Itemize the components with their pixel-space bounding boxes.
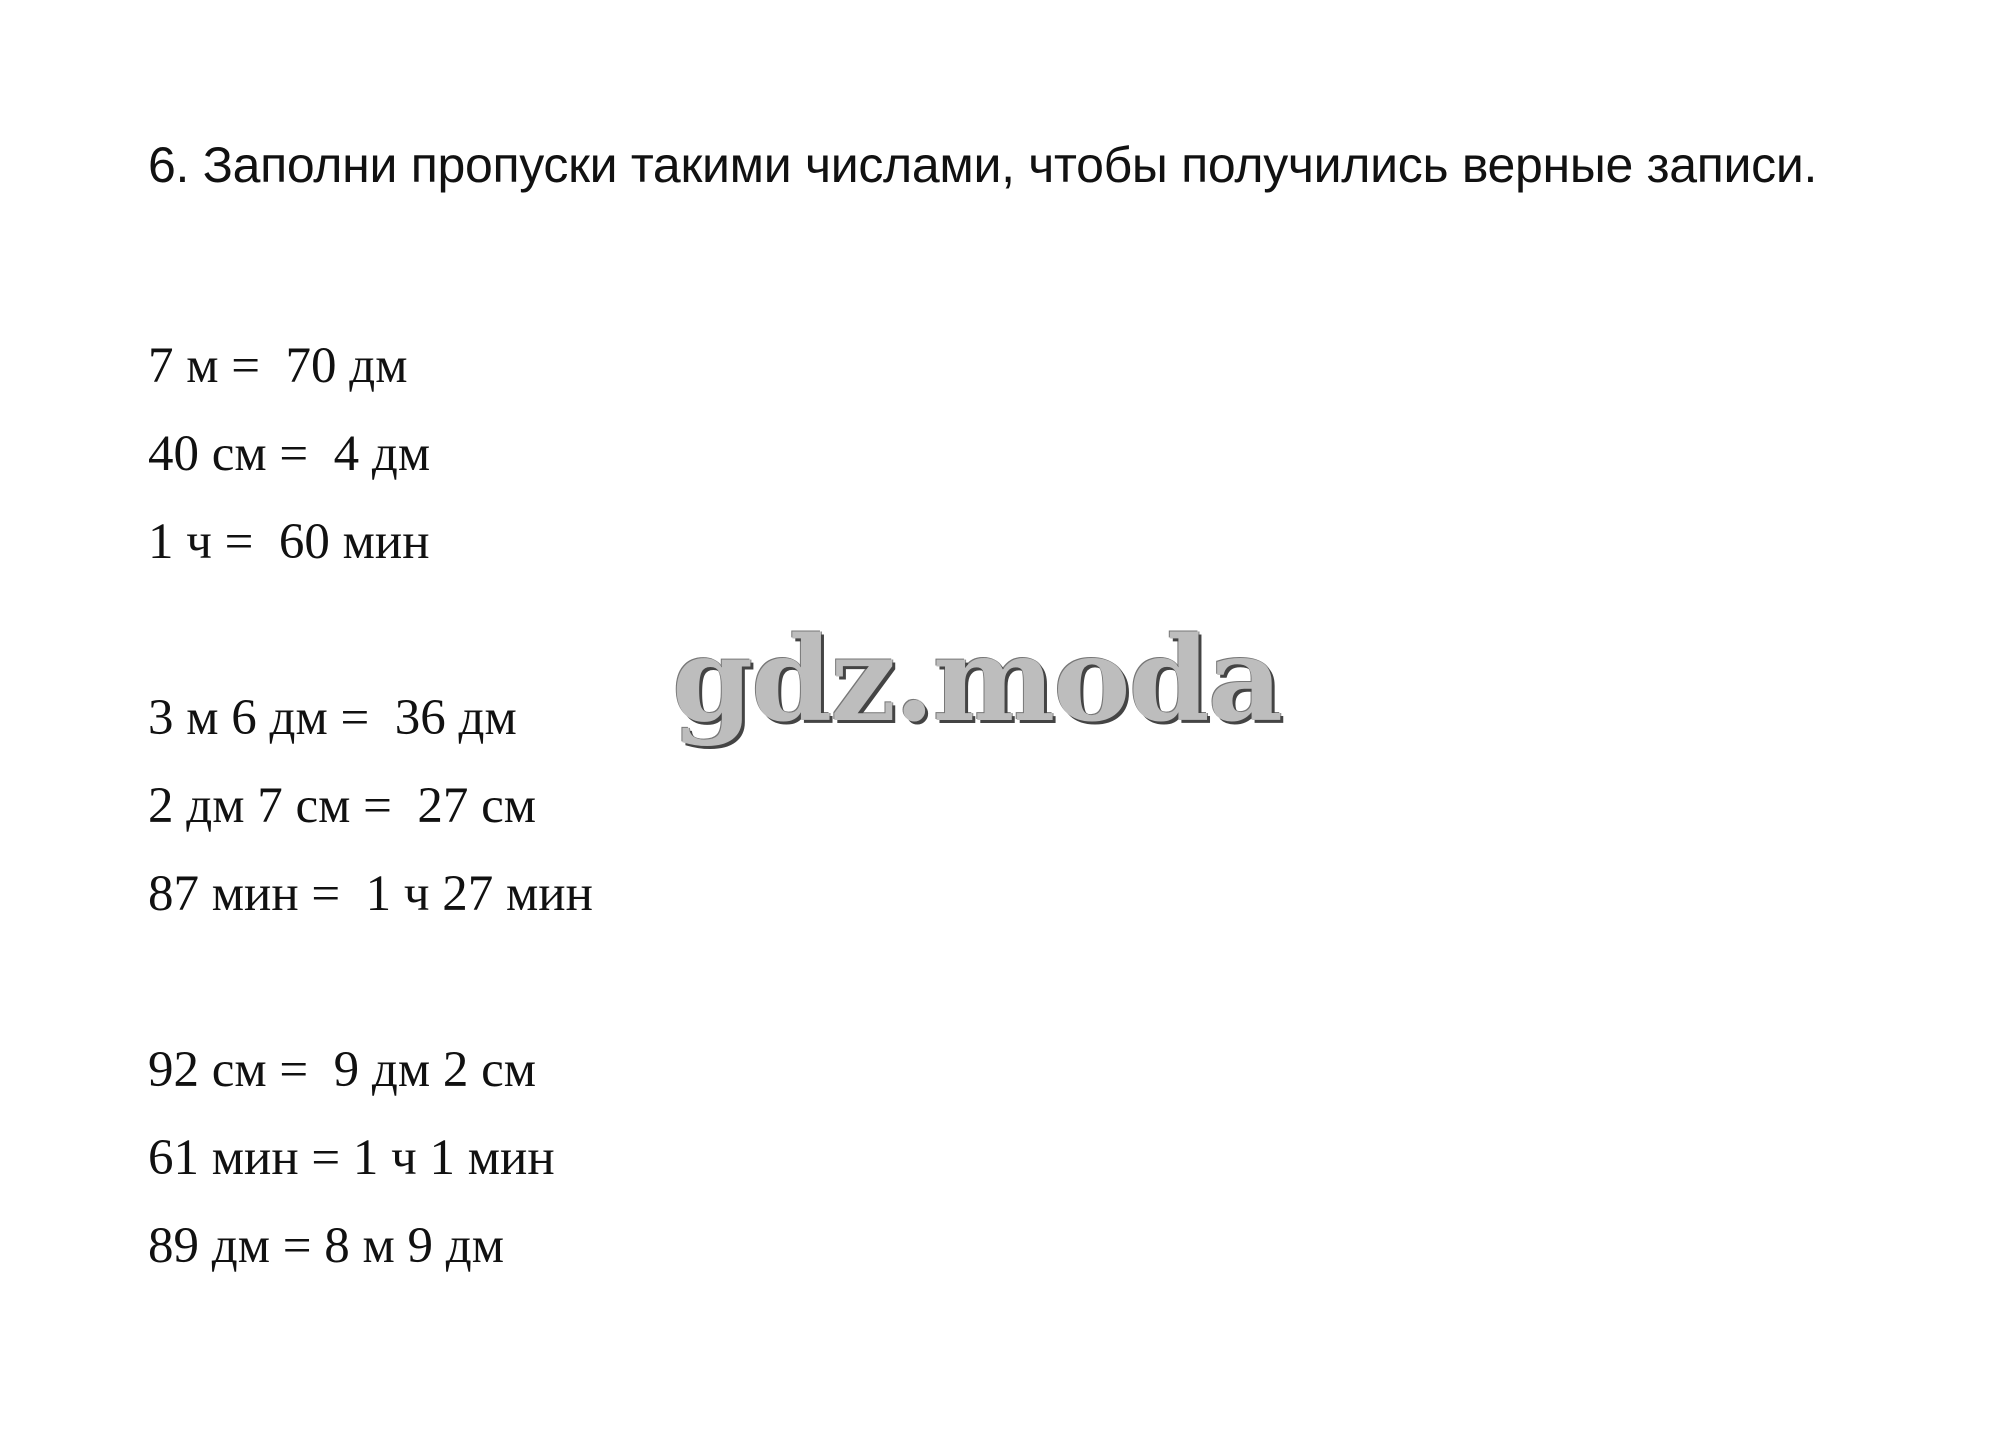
task-title: 6. Заполни пропуски такими числами, чтобы получились верные записи. [148,137,1818,193]
answer-line: 3 м 6 дм = 36 дм [148,690,517,746]
answer-group-1 [148,322,1048,586]
answer-group-3 [148,1026,1048,1290]
answer-line: 89 дм = 8 м 9 дм [148,1218,504,1274]
answer-line: 40 см = 4 дм [148,426,431,482]
answer-line: 1 ч = 60 мин [148,514,430,570]
answer-line: 92 см = 9 дм 2 см [148,1042,537,1098]
watermark-logo: gdz.moda [672,612,1281,748]
answers-block [148,322,1048,1290]
answer-line: 87 мин = 1 ч 27 мин [148,866,593,922]
answer-line: 61 мин = 1 ч 1 мин [148,1130,555,1186]
answer-line: 2 дм 7 см = 27 см [148,778,537,834]
answer-line: 7 м = 70 дм [148,338,408,394]
